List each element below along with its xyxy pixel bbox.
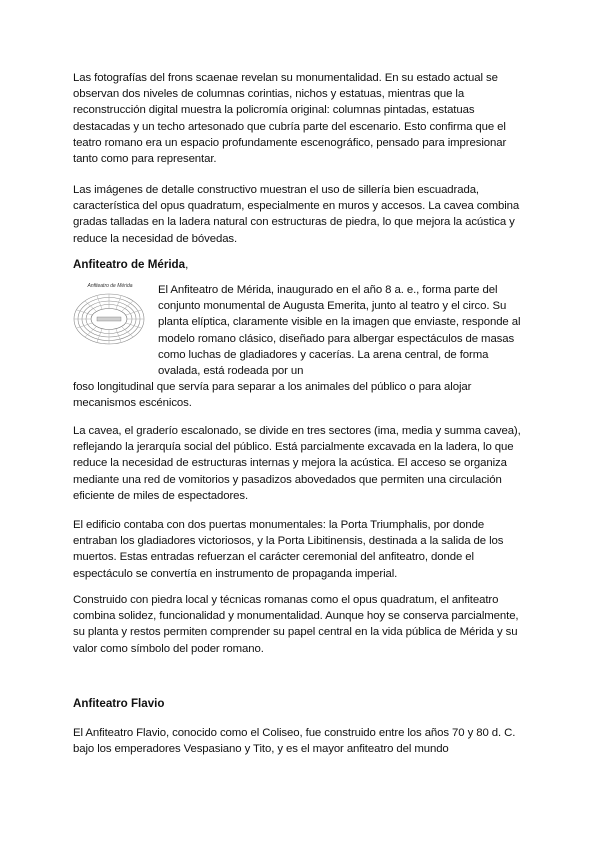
heading-anfiteatro-flavio: Anfiteatro Flavio [73,697,165,710]
amphitheater-plan-drawing [73,283,147,347]
amphitheater-plan-figure [73,283,147,347]
paragraph-cavea: La cavea, el graderío escalonado, se divide en tres sectores (ima, media y summa cavea), reflejando la jerarquía social del público. Está parcialmente excavada en la ladera, lo que reduce la necesidad de estructuras internas y mejora la acústica. El acceso se organiza mediante una red de vomitorios y pasadizos abovedados que permiten una circulación eficiente de miles de espectadores. [73,425,521,502]
heading-anfiteatro-merida [73,257,188,272]
paragraph-detalle-constructivo: Las imágenes de detalle constructivo muestran el uso de sillería bien escuadrada, característica del opus quadratum, especialmente en muros y accesos. La cavea combina gradas talladas en la ladera natural con estructuras de piedra, lo que mejora la acústica y reduce la necesidad de bóvedas. [73,184,520,245]
paragraph-coliseo: El Anfiteatro Flavio, conocido como el Coliseo, fue construido entre los años 70 y 80 d. C. bajo los emperadores Vespasiano y Tito, y es el mayor anfiteatro del mundo [73,727,516,756]
figure-title: Anfiteatro de Mérida [87,283,133,289]
paragraph-frons-scaenae: Las fotografías del frons scaenae revelan su monumentalidad. En su estado actual se observan dos niveles de columnas corintias, nichos y estatuas, mientras que la reconstrucción digital muestra la policromía original: columnas pintadas, estatuas destacadas y un techo artesonado que cubría parte del escenario. Esto confirma que el teatro romano era un espacio profundamente escenográfico, pensado para impresionar tanto como para representar. [73,72,507,166]
heading-anfiteatro-merida-text: Anfiteatro de Mérida [73,258,186,271]
paragraph-merida-intro-continued: foso longitudinal que servía para separar a los animales del público o para alojar mecanismos escénicos. [73,381,472,410]
paragraph-puertas: El edificio contaba con dos puertas monumentales: la Porta Triumphalis, por donde entraban los gladiadores victoriosos, y la Porta Libitinensis, destinada a la salida de los muertos. Estas entradas refuerzan el carácter ceremonial del anfiteatro, donde el espectáculo se convertía en instrumento de propaganda imperial. [73,519,504,580]
paragraph-construccion: Construido con piedra local y técnicas romanas como el opus quadratum, el anfiteatro combina solidez, funcionalidad y monumentalidad. Aunque hoy se conserva parcialmente, su planta y restos permiten comprender su papel central en la vida pública de Mérida y su valor como símbolo del poder romano. [73,594,519,655]
paragraph-merida-intro: El Anfiteatro de Mérida, inaugurado en el año 8 a. e., forma parte del conjunto monumental de Augusta Emerita, junto al teatro y el circo. Su planta elíptica, claramente visible en la imagen que enviaste, responde al modelo romano clásico, diseñado para albergar espectáculos de masas como luchas de gladiadores y cacerías. La arena central, de forma ovalada, está rodeada por un [158,284,521,378]
heading-suffix: , [185,258,189,271]
